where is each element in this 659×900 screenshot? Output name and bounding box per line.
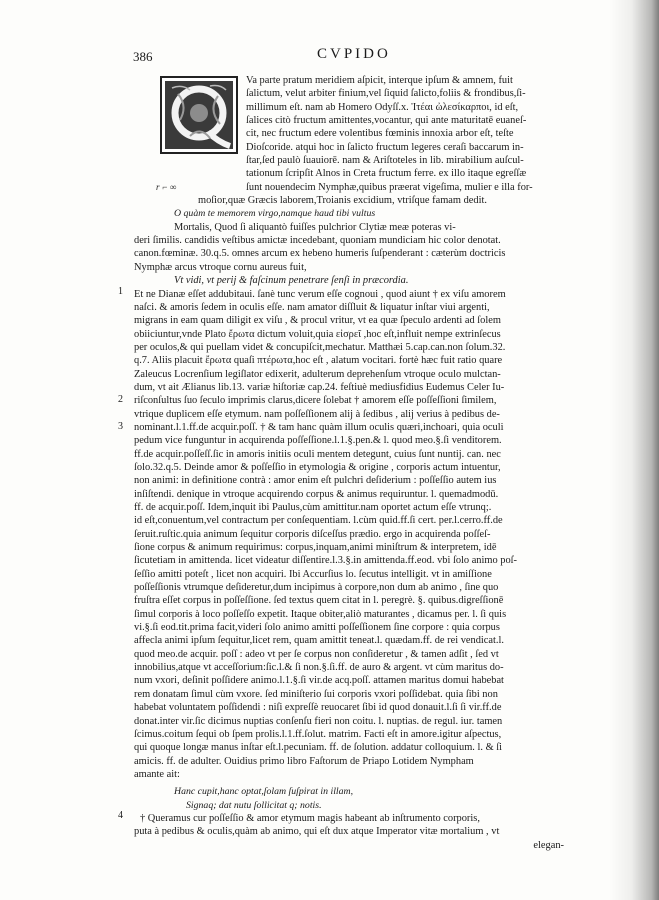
text-line: obiiciuntur,vnde Plato ἔρωτα dictum voluit,quia εἰσρεῖ ,hoc eſt,influit nempe extrinſecus <box>134 328 501 340</box>
text-line: deri ſimilis. candidis veſtibus amictæ incedebant, quoniam mundiciam hic color denotat. <box>134 235 501 247</box>
text-line: Dioſcoride. atqui hoc in ſalicto fructum legeres ceraſi baccarum in- <box>246 141 524 153</box>
margin-number: 3 <box>118 421 123 432</box>
verse-line: Vt vidi, vt perij & faſcinum penetrare ſenſi in præcordia. <box>174 275 409 287</box>
binding-shadow <box>609 0 659 900</box>
text-line: pedum vice funguntur in acquirenda poſſeſſione.l.1.§.pen.& l. quod meo.§.ſi venditorem. <box>134 435 502 447</box>
text-line: qui quoque longæ manus inſtar eſt.l.pecuniam. ff. de ſolution. addatur colloquium. l. & ſi <box>134 742 503 754</box>
text-line: vtrique duplicem eſſe etymum. nam poſſeſſionem alij à ſedibus , alij verius à pedibus de- <box>134 408 500 420</box>
verse-line: O quàm te memorem virgo,namque haud tibi vultus <box>174 208 376 220</box>
text-line: q.7. Aliis placuit ἔρωτα quaſi πτέρωτα,hoc eſt , alatum vocitari. fortè hæc fuit ratio quare <box>134 355 503 367</box>
margin-number: 1 <box>118 286 123 297</box>
marginal-scribble: r ⌐ ∞ <box>156 182 177 192</box>
body-text <box>134 74 564 852</box>
running-head: CVPIDO <box>317 46 391 62</box>
text-line: id eſt,conuentum,vel contractum per conſequentiam. l.cùm quid.ff.ſi cert. per.l.cerro.ff.de <box>134 515 503 527</box>
text-line: non animi: in definitione contrà : amor enim eſt pulchri deſiderium : poſſeſſio autem ius <box>134 475 497 487</box>
text-line: ſimul corporis à loco poſſeſſo expetit. Itaque obiter,aliò maturantes , dicamus per. l. ſi quis <box>134 608 507 620</box>
text-line: ff. de acquir.poſſ. Idem,inquit ibi Paulus,cùm amittitur.nam oportet actum eſſe vtrunq;. <box>134 502 492 513</box>
text-line: ſtar,ſed paulò ſuauiorē. nam & Ariſtoteles in lib. mirabilium auſcul- <box>246 155 524 167</box>
text-line: rem donatam ſimul cùm vxore. ſed miniſterio ſui corporis vxori poſſidebat. quia ſibi non <box>134 688 498 700</box>
text-line: habebat voluntatem poſſidendi : niſi expreſſè reuocaret ſibi id quod donauit.l.ſi ſi vir.ff.de <box>134 702 502 714</box>
text-line: ſalices citò fructum amittentes,vocantur, qui ante maturitatē euaneſ- <box>246 115 527 127</box>
text-line: ſcimus.coitum ſequi ob ſpem prolis.l.1.ff.ſolut. matrim. Facti eſt in amore.igitur aſpectus, <box>134 728 502 740</box>
text-line: Nymphæ arcus vtroque cornu aureus fuit, <box>134 261 307 273</box>
text-line: ſolo.32.q.5. Deinde amor & poſſeſſio in etymologia & origine , corporis actum intuentur, <box>134 461 501 473</box>
text-line: † Queramus cur poſſeſſio & amor etymum magis habeant ab inſtrumento corporis, <box>140 812 480 824</box>
text-line: puta à pedibus & oculis,quàm ab animo, qui eſt dux atque Imperator vitæ mortalium , vt <box>134 826 500 838</box>
text-line: ſeſſio amitti poteſt , licet non acquiri. Ibi Accurſius lo. ſecutus intelligit. vt in amiſſione <box>134 568 492 580</box>
text-line: naſci. & amoris ſedem in oculis eſſe. nam amator diſſluit & liquatur inſtar viui argenti, <box>134 301 490 313</box>
text-line: migrans in eam quam diligit ex viſu , & procul vritur, vt ea quæ ſpeculo ardenti ad ſolem <box>134 315 501 327</box>
text-line: Et ne Dianæ eſſet addubitaui. ſanè tunc verum eſſe cognoui , quod aiunt † ex viſu amorem <box>134 288 506 300</box>
text-line: per oculos,& qui puellam videt & concupiſcit,mechatur. Matthæi 5.cap.can.non ſolum.32. <box>134 341 506 353</box>
text-line: amicis. ff. de adulter. Ouidius primo libro Faſtorum de Priapo Lotidem Nympham <box>134 755 474 767</box>
text-line: amante ait: <box>134 768 180 780</box>
text-line: num vxori, deſinit poſſidere animo.l.1.§.ſi vir.de acq.poſſ. attamen maritus domui habebat <box>134 675 504 687</box>
text-line: quod meo.de acquir. poſſ : adeo vt per ſe corpus non conſideretur , & tamen adſit , ſed vt <box>134 648 499 660</box>
text-line: Va parte pratum meridiem aſpicit, interque ipſum & amnem, fuit <box>246 75 513 86</box>
text-line: ff.de acquir.poſſeſſ.ſic in amoris initiis oculi mentem detegunt, cuius ſunt nuntij. can. nec <box>134 448 501 460</box>
text-line: ſeruit.ruſtic.quia animum ſequitur corporis diſceſſus prædio. ergo in acquirenda poſſeſ- <box>134 528 491 540</box>
text-line: ſione corpus & animum requirimus: corpus,inquam,animi miniſtrum & interpretem, idē <box>134 542 497 554</box>
text-line: affecla animi ipſum ſequitur,licet rem, quam amittit teneat.l. quædam.ff. de rei vendicat.l. <box>134 635 504 647</box>
catchword: elegan- <box>533 839 564 851</box>
margin-number: 2 <box>118 394 123 405</box>
text-line: Zaleucus Locrenſium legiſlator edixerit, adulterum deprehenſum vtroque oculo mulctan- <box>134 368 501 380</box>
text-line: tationum ſcripſit Alnos in Creta fructum ferre. ex illo itaque egreſſæ <box>246 168 527 180</box>
text-line: Mortalis, Quod ſi aliquantò fuiſſes pulchrior Clytiæ meæ poteras vi- <box>174 221 456 233</box>
text-line: poſſeſſionis vtrumque deſideretur,dum incipimus à corpore,non dum ab animo , ſine quo <box>134 582 499 594</box>
text-line: ſalictum, velut arbiter finium,vel ſiquid ſalicto,foliis & frondibus,ſi- <box>246 88 526 100</box>
text-line: ſicutetiam in amittenda. licet videatur diſſentire.l.3.§.in amittenda.ff.eod. vbi ſolo animo poſ- <box>134 555 518 567</box>
text-line: inſiſtendi. denique in vtroque acquirendo corpus & animus requiruntur. l. quemadmodū. <box>134 488 499 500</box>
text-line: cit, nec fructum edere volentibus fœminis innoxia arbor eſt, teſte <box>246 128 514 140</box>
verse-line: Signaq; dat nutu ſollicitat q; notis. <box>186 799 322 811</box>
page-number: 386 <box>133 49 153 64</box>
text-line: millimum eſt. nam ab Homero Odyſſ.x. Ἰτέαι ὠλεσίκαρποι, id eſt, <box>246 101 519 113</box>
text-line: nominant.l.1.ff.de acquir.poſſ. † & tam hanc quàm illum oculis quæri,inchoari, quia oculi <box>134 421 504 433</box>
text-line: riſconſultus ſuo ſeculo imprimis clarus,dicere ſolebat † amorem eſſe poſſeſſioni ſimilem, <box>134 395 497 407</box>
text-line: fruſtra eſſet corpus in poſſeſſione. ſed textus quem citat in l. peregrè. §. quibus.digreſſionē <box>134 595 504 607</box>
text-line: innobilius,atque vt acceſſorium:ſic.l.& ſi non.§.ſi.ff. de auro & argent. vt cùm maritus do- <box>134 662 504 674</box>
text-line: vi.§.ſi eod.tit.prima facit,videri ſolo animo amitti poſſeſſionem ſine corpore : quia corpus <box>134 622 500 634</box>
text-line: ſunt nouendecim Nymphæ,quibus præerat vigeſima, mulier e illa for- <box>246 181 533 193</box>
margin-number: 4 <box>118 810 123 821</box>
text-line: dum, vt ait Ælianus lib.13. variæ hiſtoriæ cap.24. feſtiuè mediusfidius Eudemus Celer Iu- <box>134 381 505 393</box>
text-line: donat.inter vir.ſic dicimus nuptias conſenſu fieri non coitu. l. nuptias. de regul. iur. tamen <box>134 715 503 727</box>
text-line: moſior,quæ Græcis laborem,Troianis excidium, vtriſque famam dedit. <box>198 195 487 207</box>
text-line: canon.fœminæ. 30.q.5. omnes arcum ex hebeno humeris ſuſpenderant : cæterùm doctricis <box>134 248 506 260</box>
verse-line: Hanc cupit,hanc optat,ſolam ſuſpirat in illam, <box>174 786 354 798</box>
